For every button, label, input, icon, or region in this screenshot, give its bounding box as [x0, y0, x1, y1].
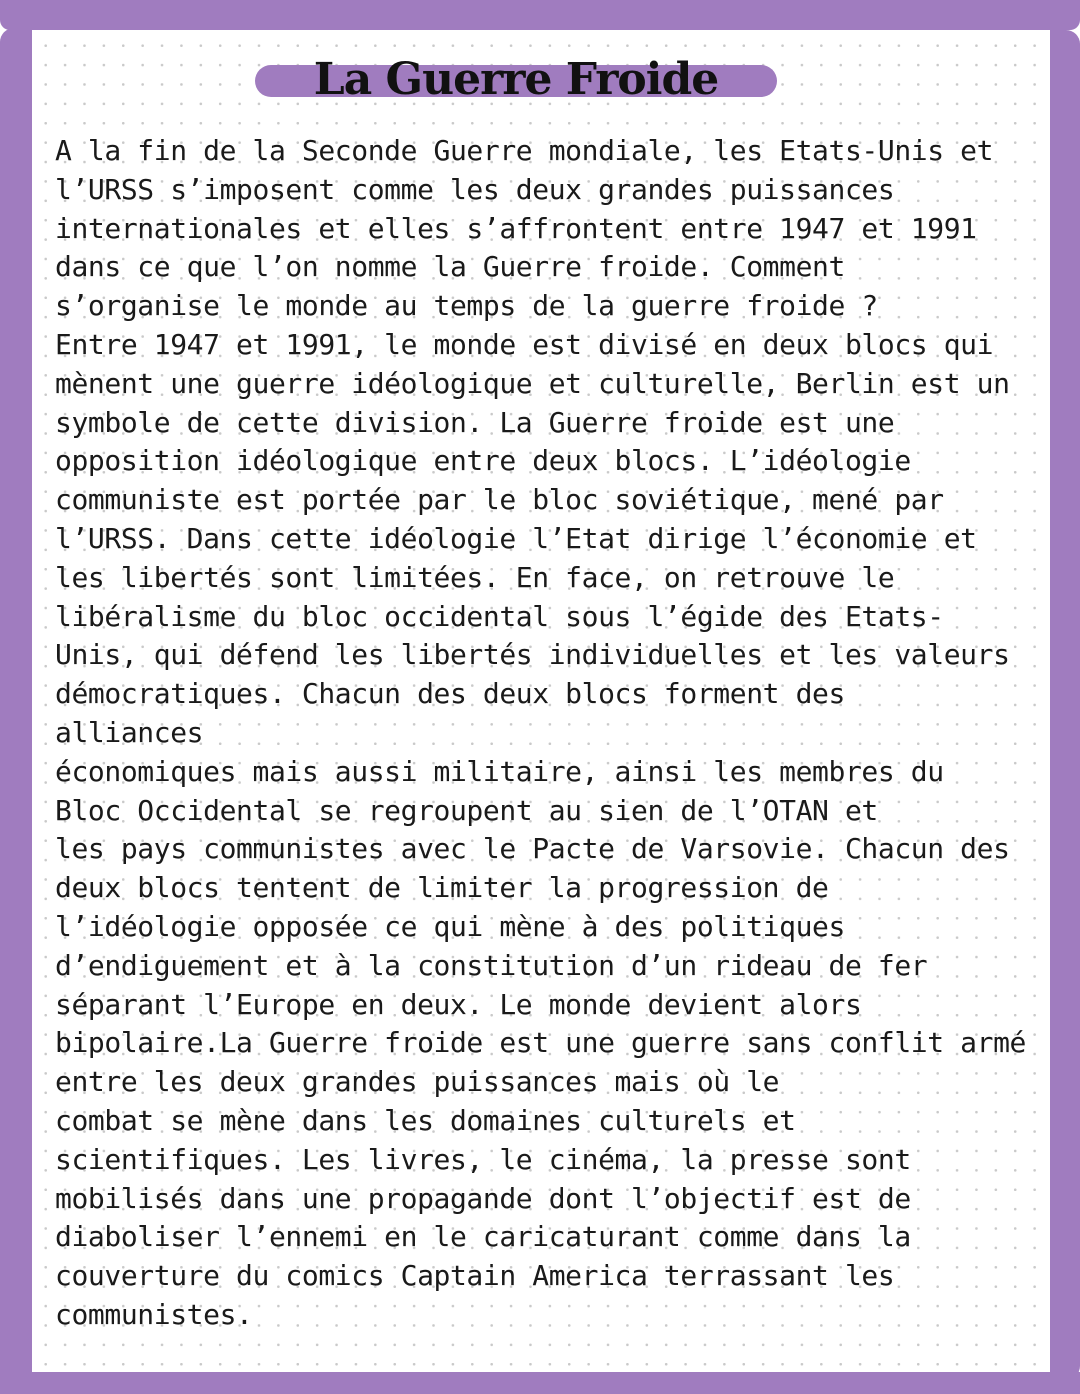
text-line: internationales et elles s’affrontent entre 1947 et 1991 — [55, 211, 977, 245]
text-line: dans ce que l’on nomme la Guerre froide. Comment — [55, 250, 845, 284]
text-line: l’URSS s’imposent comme les deux grandes puissances — [55, 172, 895, 206]
text-line: l’URSS. Dans cette idéologie l’Etat dirige l’économie et — [55, 521, 977, 555]
text-line: alliances — [55, 715, 204, 749]
text-line: deux blocs tentent de limiter la progression de — [55, 871, 829, 905]
text-line: symbole de cette division. La Guerre froide est une — [55, 405, 895, 439]
text-line: libéralisme du bloc occidental sous l’égide des Etats- — [55, 599, 944, 633]
text-line: Unis, qui défend les libertés individuelles et les valeurs — [55, 638, 1010, 672]
page-title: La Guerre Froide — [313, 54, 719, 105]
text-line: scientifiques. Les livres, le cinéma, la presse sont — [55, 1142, 911, 1176]
text-line: Entre 1947 et 1991, le monde est divisé en deux blocs qui — [55, 327, 994, 361]
text-line: Bloc Occidental se regroupent au sien de l’OTAN et — [55, 793, 878, 827]
text-line: combat se mène dans les domaines culturels et — [55, 1103, 796, 1137]
text-line: mènent une guerre idéologique et culturelle, Berlin est un — [55, 366, 1010, 400]
text-line: les pays communistes avec le Pacte de Varsovie. Chacun des — [55, 832, 1010, 866]
text-line: d’endiguement et à la constitution d’un rideau de fer — [55, 948, 928, 982]
frame-border-right — [1050, 30, 1080, 1380]
frame-border-bottom — [22, 1372, 1080, 1394]
text-line: communistes. — [55, 1297, 253, 1331]
text-line: s’organise le monde au temps de la guerre froide ? — [55, 289, 878, 323]
text-line: mobilisés dans une propagande dont l’objectif est de — [55, 1181, 911, 1215]
text-line: séparant l’Europe en deux. Le monde devient alors — [55, 987, 862, 1021]
body-paragraph — [55, 132, 1050, 1335]
title-block — [255, 54, 777, 104]
text-line: bipolaire.La Guerre froide est une guerre sans conflit armé — [55, 1026, 1026, 1060]
text-line: A la fin de la Seconde Guerre mondiale, les Etats-Unis et — [55, 134, 994, 167]
text-line: diaboliser l’ennemi en le caricaturant comme dans la — [55, 1220, 911, 1254]
text-line: opposition idéologique entre deux blocs. L’idéologie — [55, 444, 911, 478]
frame-border-left — [0, 28, 32, 1394]
text-line: économiques mais aussi militaire, ainsi les membres du — [55, 754, 944, 788]
frame-border-top — [0, 0, 1080, 30]
text-line: entre les deux grandes puissances mais où le — [55, 1065, 780, 1099]
text-line: l’idéologie opposée ce qui mène à des politiques — [55, 909, 845, 943]
text-line: les libertés sont limitées. En face, on retrouve le — [55, 560, 895, 594]
text-line: communiste est portée par le bloc soviétique, mené par — [55, 483, 944, 517]
text-line: démocratiques. Chacun des deux blocs forment des — [55, 677, 845, 711]
text-line: couverture du comics Captain America terrassant les — [55, 1259, 895, 1293]
